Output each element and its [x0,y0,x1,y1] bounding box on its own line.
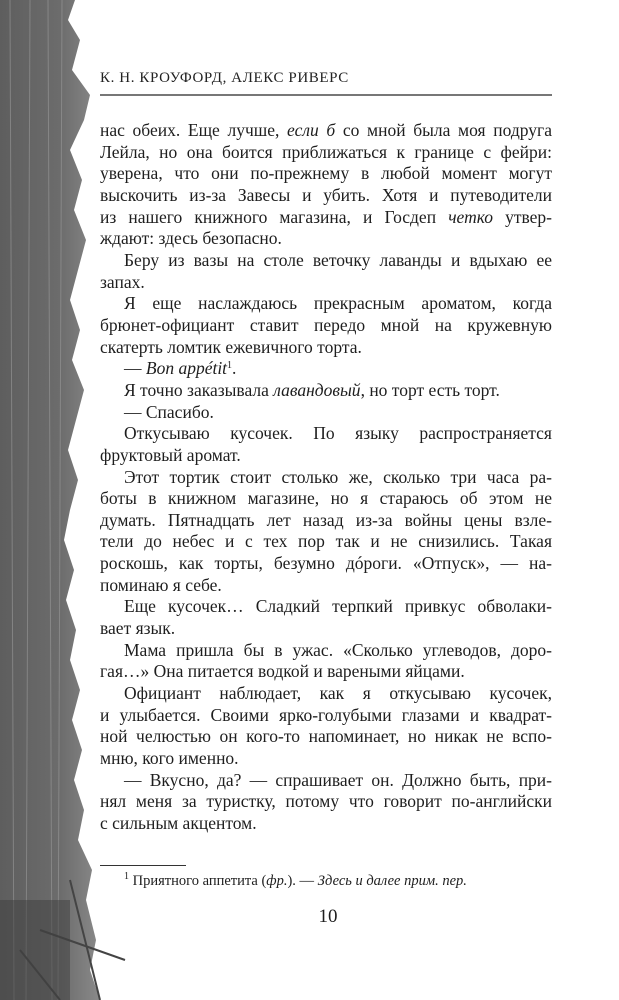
footnote-ref: 1 [227,360,233,372]
text-segment: уверена, что они по-прежнему в любой момент могут [100,163,552,184]
header-rule [100,94,552,96]
text-line [100,185,552,207]
text-segment: Беру из вазы на столе веточку лаванды и вдыхаю ее [124,249,552,270]
text-segment: — [124,358,146,379]
italic-text: если б [287,120,336,140]
text-line [100,640,552,662]
text-line [100,531,552,553]
text-line [100,726,552,748]
text-line [100,791,552,813]
text-segment: вает язык. [100,618,176,639]
text-line [100,683,552,705]
text-segment: Еще кусочек… Сладкий терпкий привкус обволаки- [124,596,552,617]
text-line [100,618,552,640]
text-segment: роскошь, как торты, безумно дóроги. «Отпуск», — на- [100,553,552,574]
text-line [100,575,552,597]
text-segment: Я точно заказывала [124,379,274,400]
text-line [100,207,552,229]
text-segment: боты в книжном магазине, но я стараюсь об этом не [100,488,552,509]
text-line [100,748,552,770]
body-text [100,120,552,835]
text-segment: утвер- [492,206,553,227]
text-line [100,813,552,835]
text-segment: нас обеих. Еще лучше, [100,120,288,140]
text-segment: — Вкусно, да? — спрашивает он. Должно быть, при- [124,769,552,790]
italic-text: лавандовый [273,379,361,400]
text-segment: Мама пришла бы в ужас. «Сколько углеводов, доро- [124,639,552,660]
text-segment: Откусываю кусочек. По языку распространяется [124,423,552,444]
text-segment: — Спасибо. [124,401,214,422]
text-segment: тели до небес и с тех пор так и не снизились. Такая [100,531,552,552]
text-segment: из нашего книжного магазина, и Госдеп [100,206,449,227]
text-line [100,553,552,575]
text-segment: Лейла, но она боится приближаться к границе с фейри: [100,141,552,162]
text-segment: фруктовый аромат. [100,444,241,465]
text-segment: нял меня за туристку, потому что говорит по-английски [100,791,552,812]
page-number: 10 [318,906,338,927]
footnote-dash: ). — [287,873,318,889]
text-segment: скатерть ломтик ежевичного торта. [100,336,362,357]
text-line [100,770,552,792]
footnote-marker: 1 [124,871,129,882]
text-line [100,358,552,380]
text-segment: поминаю я себе. [100,574,222,595]
text-segment: со мной была моя подруга [335,120,552,140]
text-line [100,705,552,727]
text-line [100,293,552,315]
text-segment: , но торт есть торт. [360,379,500,400]
text-segment: брюнет-официант ставит передо мной на кружевную [100,314,552,335]
text-line [100,120,552,142]
text-segment: и улыбается. Своими ярко-голубыми глазами и квадрат- [100,704,552,725]
text-segment: Я еще наслаждаюсь прекрасным ароматом, когда [124,293,552,314]
text-segment: Этот тортик стоит столько же, сколько три часа ра- [124,466,552,487]
text-line [100,337,552,359]
text-line [100,402,552,424]
text-segment: Официант наблюдает, как я откусываю кусочек, [124,683,552,704]
text-line [100,315,552,337]
text-line [100,380,552,402]
footnote-note: Здесь и далее прим. пер. [317,873,467,889]
text-segment: думать. Пятнадцать лет назад из-за войны цены взле- [100,509,552,530]
text-line [100,445,552,467]
text-line [100,510,552,532]
footnote-lang: фр. [266,873,288,889]
footnote-text: Приятного аппетита ( [129,873,267,889]
text-segment: гая…» Она питается водкой и вареными яйцами. [100,661,465,682]
text-segment: . [232,358,237,379]
text-segment: мню, кого именно. [100,748,239,769]
text-segment: с сильным акцентом. [100,813,257,833]
footnote [124,873,467,890]
text-line [100,272,552,294]
text-line [100,228,552,250]
text-segment: выскочить из-за Завесы и убить. Хотя и путеводители [100,184,552,205]
text-line [100,163,552,185]
footnote-rule [100,865,186,866]
text-line [100,596,552,618]
text-line [100,250,552,272]
text-segment: ждают: здесь безопасно. [100,228,282,249]
text-line [100,467,552,489]
text-line [100,488,552,510]
italic-text: четко [448,206,493,227]
text-segment: запах. [100,271,145,292]
text-segment: ной челюстью он кого-то напоминает, но никак не вспо- [100,726,552,747]
italic-text: Bon appétit [145,358,228,379]
text-line [100,661,552,683]
text-line [100,142,552,164]
text-line [100,423,552,445]
running-header: К. Н. КРОУФОРД, АЛЕКС РИВЕРС [100,70,349,86]
